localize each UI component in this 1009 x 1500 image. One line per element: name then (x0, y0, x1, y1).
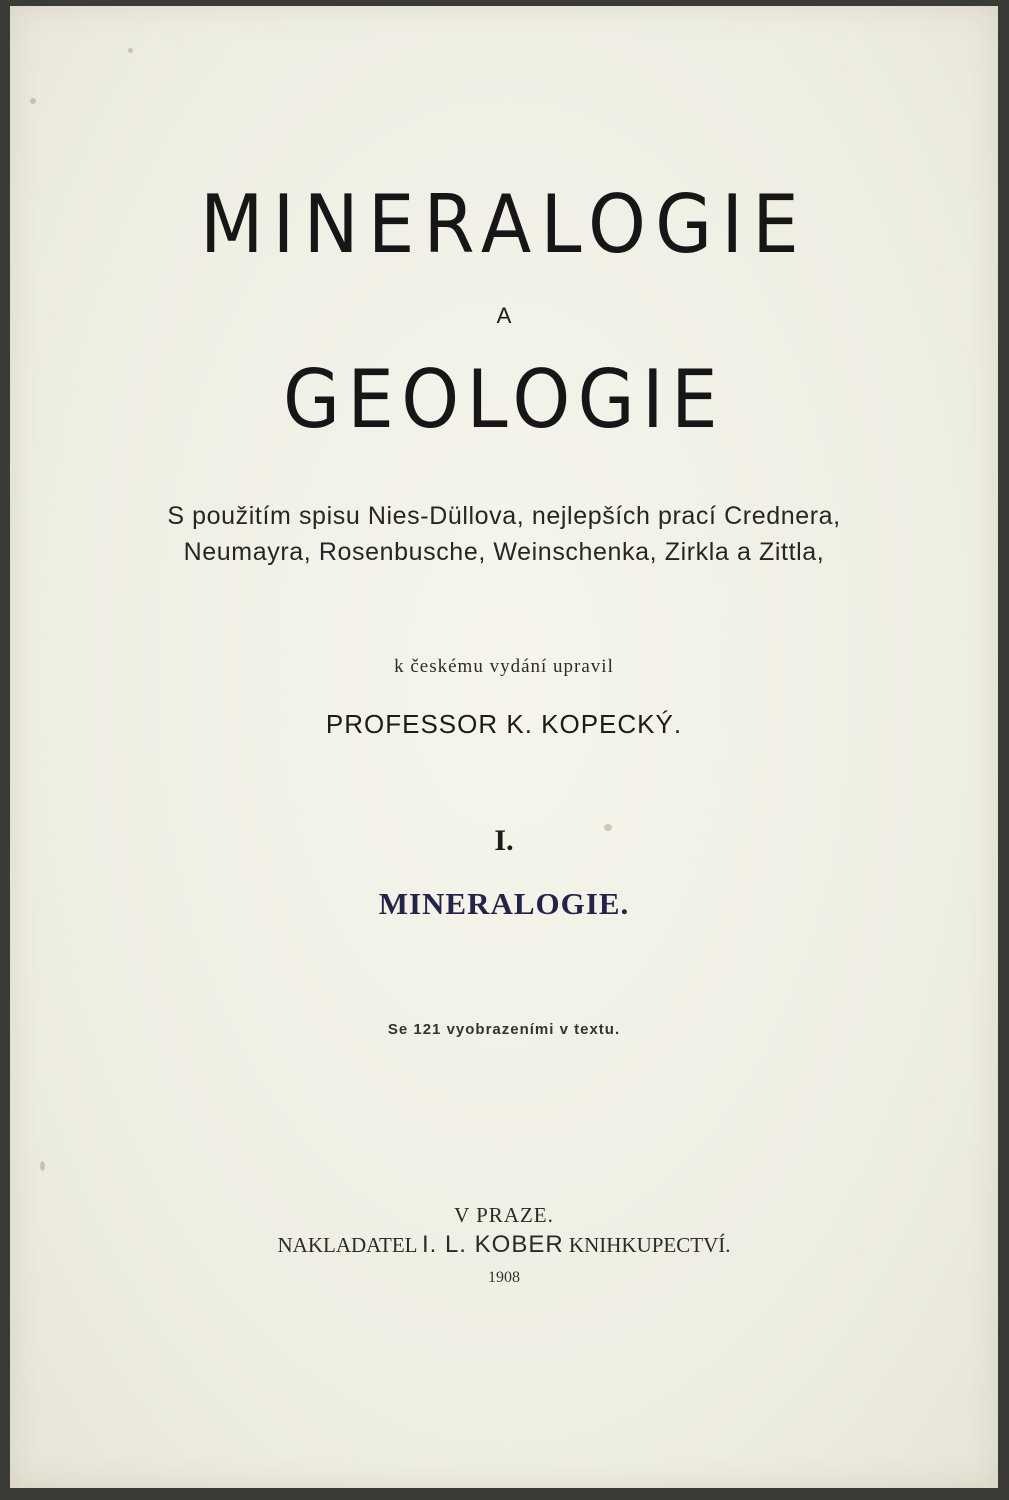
book-title-second: GEOLOGIE (283, 353, 725, 446)
volume-number: I. (494, 824, 514, 857)
title-conjunction: A (496, 303, 512, 328)
publisher-prefix: NAKLADATEL (277, 1233, 417, 1257)
publisher-suffix: KNIHKUPECTVÍ. (568, 1233, 731, 1257)
editor-note: k českému vydání upravil (394, 656, 614, 677)
foxing-spot (604, 824, 612, 831)
title-page (10, 6, 998, 1488)
author-name: PROFESSOR K. KOPECKÝ. (325, 709, 683, 739)
publisher-name: I. L. KOBER (421, 1231, 564, 1258)
subtitle-line-1: S použitím spisu Nies-Düllova, nejlepších prací Crednera, (167, 502, 841, 530)
illustrations-note: Se 121 vyobrazeními v textu. (387, 1021, 621, 1038)
volume-title: MINERALOGIE. (378, 886, 630, 921)
publisher-line (10, 1231, 998, 1259)
foxing-spot (128, 48, 133, 53)
foxing-spot (40, 1161, 45, 1171)
publication-year: 1908 (488, 1269, 520, 1286)
publication-city: V PRAZE. (454, 1203, 554, 1227)
foxing-spot (30, 98, 36, 104)
subtitle-line-2: Neumayra, Rosenbusche, Weinschenka, Zirkla a Zittla, (183, 538, 825, 566)
book-title-main: MINERALOGIE (199, 178, 809, 271)
